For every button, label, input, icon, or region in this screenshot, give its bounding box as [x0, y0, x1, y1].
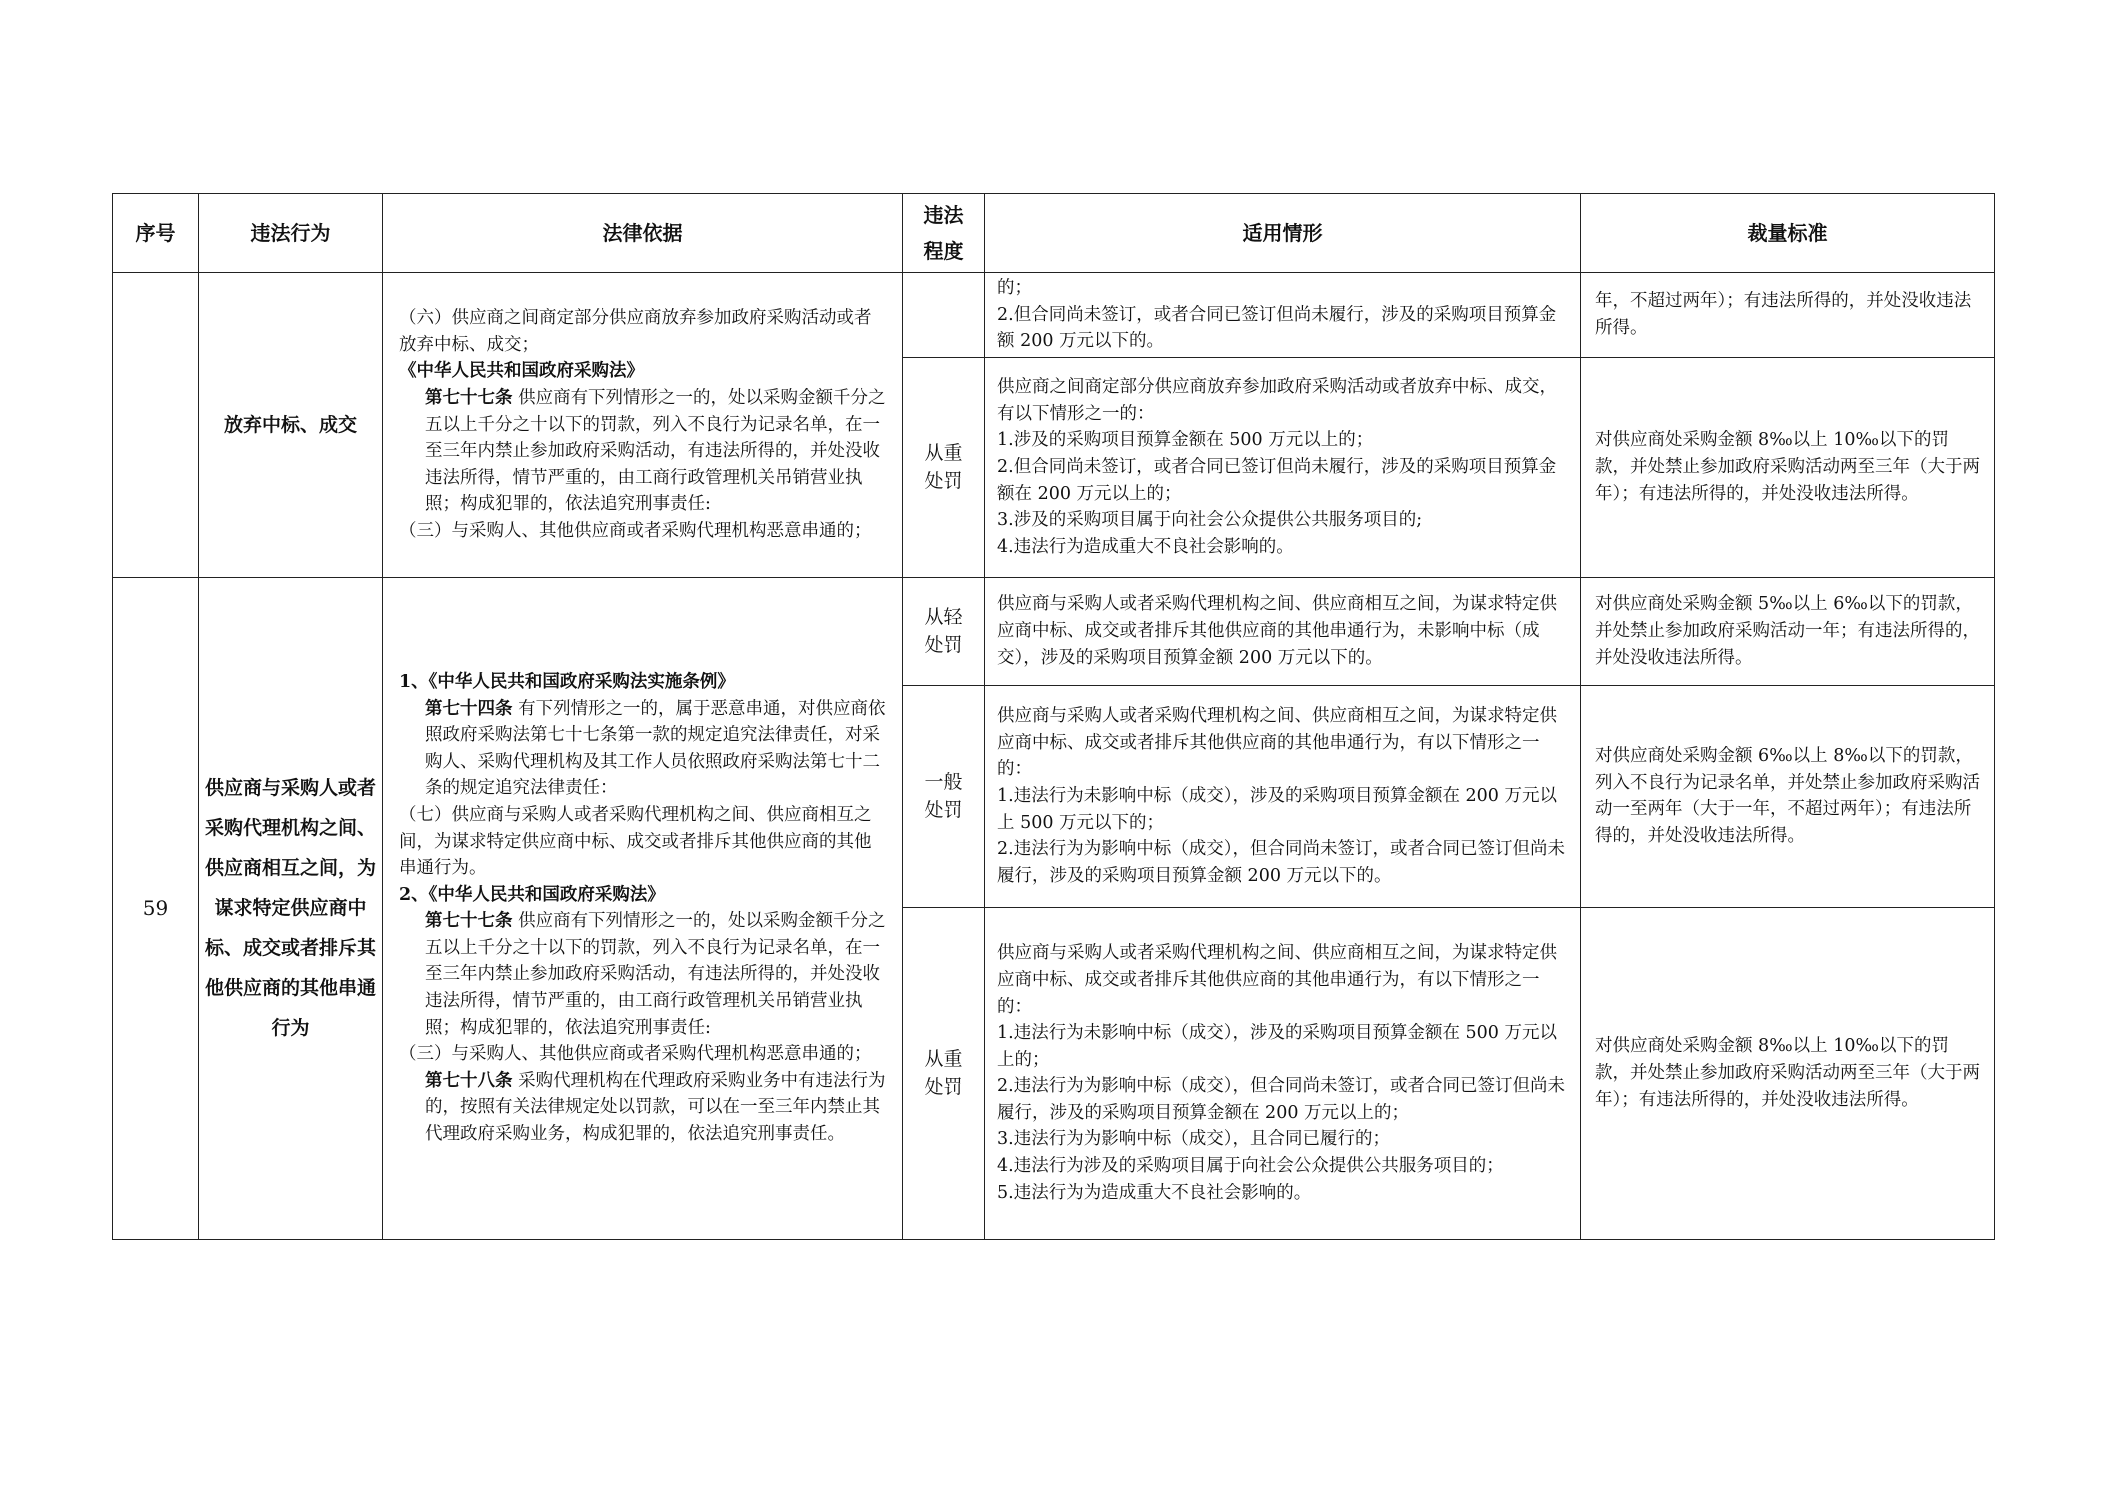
row59-article-number: 第七十四条 — [425, 698, 513, 719]
header-row — [113, 194, 1995, 273]
row59-situation-0-text: 供应商与采购人或者采购代理机构之间、供应商相互之间，为谋求特定供应商中标、成交或者排斥其他供应商的其他串通行为，未影响中标（成交），涉及的采购项目预算金额 200 万元以下的。 — [997, 594, 1557, 668]
header-standard: 裁量标准 — [1581, 194, 1995, 273]
row59-situation-1 — [985, 685, 1581, 907]
header-degree — [903, 194, 985, 273]
row58-legal-basis — [383, 273, 903, 578]
row58-violation: 放弃中标、成交 — [199, 273, 383, 578]
row59-article-number: 第七十七条 — [425, 911, 513, 932]
row59-degree-1: 一般 处罚 — [903, 685, 985, 907]
row59-degree-2: 从重 处罚 — [903, 907, 985, 1239]
row59-standard-1-text: 对供应商处采购金额 6‰以上 8‰以下的罚款，列入不良行为记录名单，并处禁止参加政府采购活动一至两年（大于一年，不超过两年）；有违法所得的，并处没收违法所得。 — [1595, 746, 1980, 846]
row59-serial: 59 — [113, 577, 199, 1239]
row59-standard-0-text: 对供应商处采购金额 5‰以上 6‰以下的罚款，并处禁止参加政府采购活动一年；有违法所得的，并处没收违法所得。 — [1595, 594, 1980, 668]
header-degree-label: 违法程度 — [923, 203, 964, 263]
row59-standard-2 — [1581, 907, 1995, 1239]
row58-standard-1-text: 对供应商处采购金额 8‰以上 10‰以下的罚款，并处禁止参加政府采购活动两至三年（大于两年）；有违法所得的，并处没收违法所得。 — [1595, 430, 1980, 504]
row58-standard-0-text: 年，不超过两年）；有违法所得的，并处没收违法所得。 — [1595, 291, 1972, 338]
row59-article-number: 第七十八条 — [425, 1070, 513, 1091]
header-situation: 适用情形 — [985, 194, 1581, 273]
row59-situation-0 — [985, 577, 1581, 685]
row59-situation-2 — [985, 907, 1581, 1239]
row59-situation-1-text: 供应商与采购人或者采购代理机构之间、供应商相互之间，为谋求特定供应商中标、成交或者排斥其他供应商的其他串通行为，有以下情形之一的： 1.违法行为未影响中标（成交），涉及的采购项目预算金额在 200 万元以上 500 万元以下的； 2.违法行为为影响中标（成交），但合同尚未签订，或者合同已签订但尚未履行，涉及的采购项目预算金额 200 万元以下的。 — [997, 706, 1565, 886]
row59-standard-1 — [1581, 685, 1995, 907]
row58-situation-0 — [985, 273, 1581, 358]
row58-law-para: （六）供应商之间商定部分供应商放弃参加政府采购活动或者放弃中标、成交； — [399, 308, 872, 355]
header-violation: 违法行为 — [199, 194, 383, 273]
row59-law-para: （七）供应商与采购人或者采购代理机构之间、供应商相互之间，为谋求特定供应商中标、成交或者排斥其他供应商的其他串通行为。 — [399, 804, 872, 879]
row59-law-para: 1、《中华人民共和国政府采购法实施条例》 — [399, 671, 735, 692]
row59-degree-0: 从轻 处罚 — [903, 577, 985, 685]
row59-law-para: 2、《中华人民共和国政府采购法》 — [399, 884, 665, 905]
row58-law-para: 第七十七条 供应商有下列情形之一的，处以采购金额千分之五以上千分之十以下的罚款，列入不良行为记录名单，在一至三年内禁止参加政府采购活动，有违法所得的，并处没收违法所得，情节严重的，由工商行政管理机关吊销营业执照；构成犯罪的，依法追究刑事责任: — [425, 388, 886, 515]
row58-article-number: 第七十七条 — [425, 388, 513, 408]
row59-law-para: （三）与采购人、其他供应商或者采购代理机构恶意串通的； — [399, 1044, 872, 1065]
row58-degree-1: 从重 处罚 — [903, 357, 985, 577]
row59-situation-2-text: 供应商与采购人或者采购代理机构之间、供应商相互之间，为谋求特定供应商中标、成交或者排斥其他供应商的其他串通行为，有以下情形之一的： 1.违法行为未影响中标（成交），涉及的采购项目预算金额在 500 万元以上的； 2.违法行为为影响中标（成交），但合同尚未签订，或者合同已签订但尚未履行，涉及的采购项目预算金额在 200 万元以上的； 3.违法行为为影响中标（成交），且合同已履行的； 4.违法行为涉及的采购项目属于向社会公众提供公共服务项目的； 5.违法行为为造成重大不良社会影响的。 — [997, 943, 1565, 1203]
row58-standard-0 — [1581, 273, 1995, 358]
row58-situation-0-text: 的； 2.但合同尚未签订，或者合同已签订但尚未履行，涉及的采购项目预算金额 200 万元以下的。 — [997, 278, 1557, 352]
row58-situation-1 — [985, 357, 1581, 577]
row59-law-para: 第七十八条 采购代理机构在代理政府采购业务中有违法行为的，按照有关法律规定处以罚款，可以在一至三年内禁止其代理政府采购业务，构成犯罪的，依法追究刑事责任。 — [425, 1070, 886, 1145]
row59-legal-basis — [383, 577, 903, 1239]
row58-law-para: （三）与采购人、其他供应商或者采购代理机构恶意串通的； — [399, 520, 872, 541]
row58-serial — [113, 273, 199, 578]
header-legal-basis: 法律依据 — [383, 194, 903, 273]
row59-law-para: 第七十四条 有下列情形之一的，属于恶意串通，对供应商依照政府采购法第七十七条第一款的规定追究法律责任，对采购人、采购代理机构及其工作人员依照政府采购法第七十二条的规定追究法律责任： — [425, 698, 886, 799]
header-serial: 序号 — [113, 194, 199, 273]
row59-law-para: 第七十七条 供应商有下列情形之一的，处以采购金额千分之五以上千分之十以下的罚款，列入不良行为记录名单，在一至三年内禁止参加政府采购活动，有违法所得的，并处没收违法所得，情节严重的，由工商行政管理机关吊销营业执照；构成犯罪的，依法追究刑事责任: — [425, 911, 886, 1038]
row58-standard-1 — [1581, 357, 1995, 577]
row58-law-text — [383, 303, 902, 546]
row58-law-para: 《中华人民共和国政府采购法》 — [399, 361, 644, 382]
row58-situation-1-text: 供应商之间商定部分供应商放弃参加政府采购活动或者放弃中标、成交，有以下情形之一的： 1.涉及的采购项目预算金额在 500 万元以上的； 2.但合同尚未签订，或者合同已签订但尚未履行，涉及的采购项目预算金额在 200 万元以上的； 3.涉及的采购项目属于向社会公众提供公共服务项目的; 4.违法行为造成重大不良社会影响的。 — [997, 377, 1557, 557]
row59-standard-0 — [1581, 577, 1995, 685]
row59-law-text — [383, 667, 902, 1150]
row59-violation: 供应商与采购人或者采购代理机构之间、供应商相互之间，为谋求特定供应商中标、成交或者排斥其他供应商的其他串通行为 — [199, 577, 383, 1239]
table-row — [113, 577, 1995, 685]
table-row — [113, 273, 1995, 358]
row58-degree-0 — [903, 273, 985, 358]
row59-standard-2-text: 对供应商处采购金额 8‰以上 10‰以下的罚款，并处禁止参加政府采购活动两至三年（大于两年）；有违法所得的，并处没收违法所得。 — [1595, 1036, 1980, 1110]
discretion-standards-table — [112, 193, 1995, 1240]
